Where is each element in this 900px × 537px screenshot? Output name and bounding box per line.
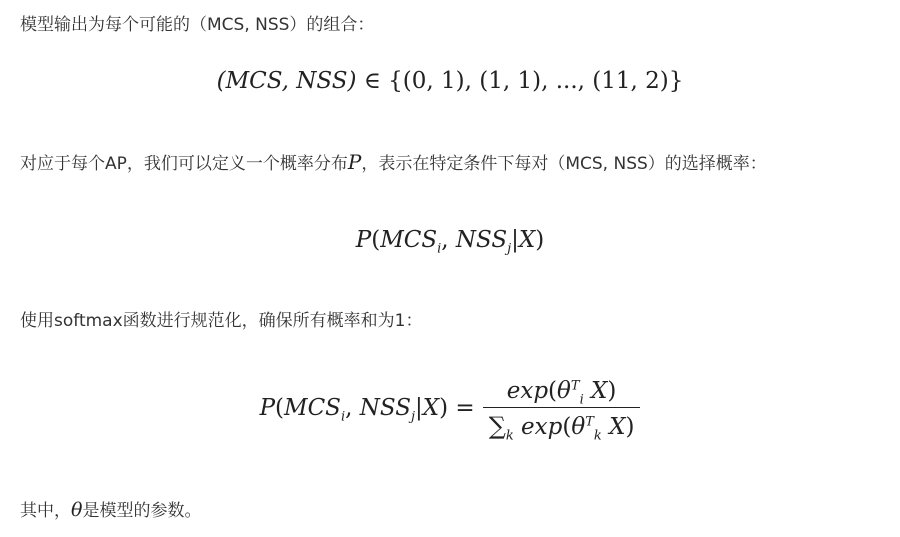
prob-comma: , — [441, 227, 456, 253]
num-transpose: T — [570, 378, 580, 394]
set-equation-rhs: {(0, 1), (1, 1), ..., (11, 2)} — [388, 68, 684, 94]
softmax-lhs-given: | — [415, 395, 423, 421]
softmax-paragraph — [20, 309, 422, 333]
softmax-lhs-sub-j: j — [410, 409, 415, 425]
prob-close-paren: ) — [535, 227, 545, 253]
num-theta: θ — [557, 378, 571, 404]
num-open: ( — [548, 378, 558, 404]
num-sub-i: i — [579, 392, 584, 408]
sum-sub-k: k — [505, 428, 514, 444]
softmax-fraction — [483, 378, 641, 444]
parameter-paragraph — [20, 498, 201, 523]
softmax-text: 使用softmax函数进行规范化，确保所有概率和为1： — [20, 311, 423, 331]
intro-text: 模型输出为每个可能的（MCS, NSS）的组合： — [20, 15, 375, 35]
fraction-numerator — [483, 378, 641, 408]
softmax-lhs-x: X — [422, 395, 440, 421]
element-of-symbol: ∈ — [363, 68, 381, 94]
variable-p: P — [347, 150, 362, 174]
softmax-lhs-nss: NSS — [359, 395, 411, 421]
den-close: ) — [625, 414, 635, 440]
set-equation-lhs: (MCS, NSS) — [216, 68, 357, 94]
distribution-text-after: ，表示在特定条件下每对（MCS, NSS）的选择概率： — [361, 154, 767, 174]
softmax-lhs-mcs: MCS — [284, 395, 341, 421]
softmax-lhs-p: P — [259, 395, 276, 421]
den-exp: exp — [521, 414, 563, 440]
prob-sub-i: i — [437, 241, 442, 257]
sum-symbol: ∑ — [488, 412, 506, 440]
softmax-equation — [0, 378, 900, 444]
softmax-lhs-sub-i: i — [340, 409, 346, 425]
softmax-lhs-open: ( — [275, 395, 285, 421]
num-close: ) — [607, 378, 617, 404]
probability-equation — [0, 227, 900, 257]
den-x: X — [609, 414, 626, 440]
den-transpose: T — [585, 414, 594, 430]
prob-x: X — [518, 227, 536, 253]
prob-open-paren: ( — [371, 227, 381, 253]
distribution-text-before: 对应于每个AP，我们可以定义一个概率分布 — [20, 154, 348, 174]
parameter-text-after: 是模型的参数。 — [82, 501, 202, 521]
intro-paragraph — [20, 13, 374, 37]
num-exp: exp — [506, 378, 549, 404]
distribution-paragraph — [20, 150, 767, 176]
num-x: X — [591, 378, 608, 404]
softmax-lhs-close: ) — [439, 395, 449, 421]
den-sub-k: k — [593, 428, 602, 444]
softmax-lhs-comma: , — [345, 395, 360, 421]
prob-mcs: MCS — [380, 227, 438, 253]
prob-given-bar: | — [511, 227, 519, 253]
equals-sign: = — [455, 395, 475, 421]
prob-nss: NSS — [455, 227, 508, 253]
den-open: ( — [562, 414, 572, 440]
set-equation — [0, 68, 900, 94]
parameter-text-before: 其中， — [20, 501, 71, 521]
prob-p: P — [355, 227, 372, 253]
den-theta: θ — [571, 414, 586, 440]
prob-sub-j: j — [507, 241, 512, 257]
fraction-denominator — [483, 408, 641, 444]
variable-theta: θ — [71, 499, 83, 521]
